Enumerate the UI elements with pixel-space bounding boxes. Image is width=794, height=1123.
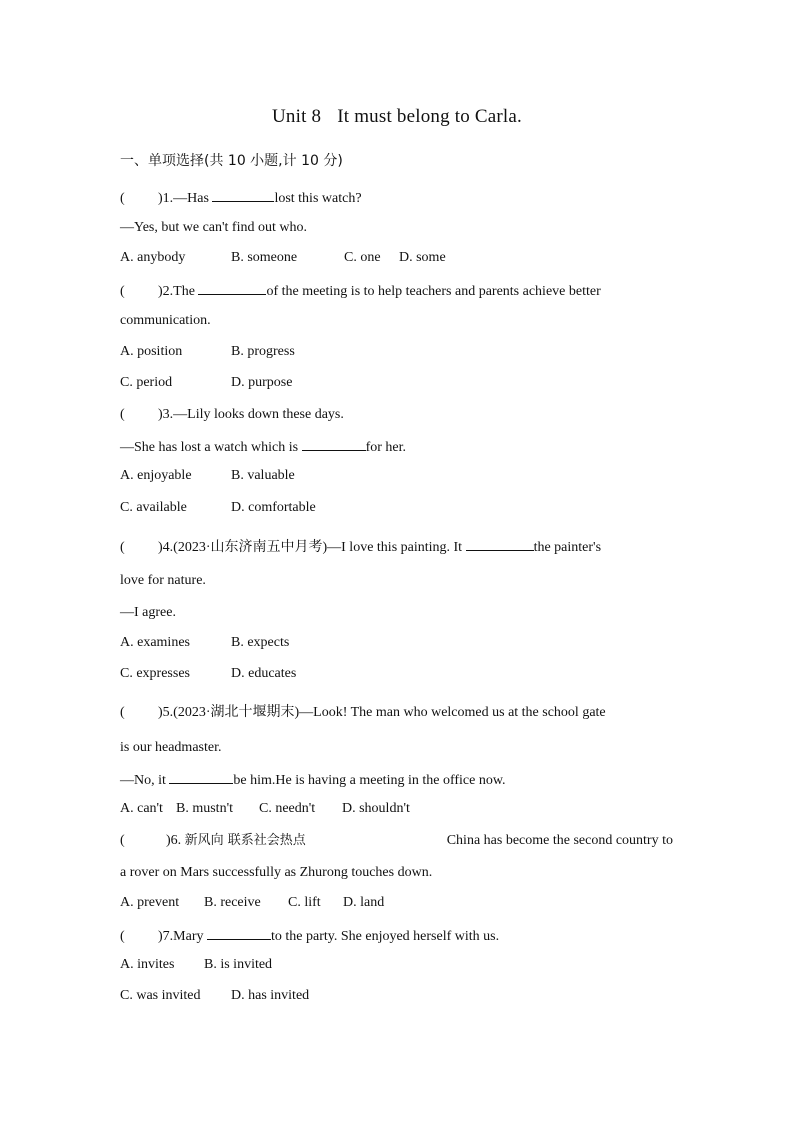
- question-6-continued: a rover on Mars successfully as Zhurong touches down.: [120, 865, 433, 880]
- section-heading: 一、单项选择(共 10 小题,计 10 分): [120, 153, 343, 169]
- answer-blank[interactable]: [466, 537, 534, 551]
- option-b: B. is invited: [204, 957, 273, 972]
- option-a: A. enjoyable: [120, 468, 192, 483]
- option-c: C. expresses: [120, 666, 190, 681]
- answer-bracket[interactable]: (: [120, 540, 125, 555]
- option-a: A. invites: [120, 957, 175, 972]
- option-c: C. period: [120, 375, 173, 390]
- option-b: B. someone: [231, 250, 298, 265]
- option-b: B. receive: [204, 895, 261, 910]
- option-d: D. educates: [231, 666, 297, 681]
- question-5: ( )5.(2023·湖北十堰期末)—Look! The man who welcomed us at the school gate: [120, 705, 606, 720]
- answer-bracket[interactable]: (: [120, 833, 125, 848]
- option-b: B. mustn't: [176, 801, 233, 816]
- answer-bracket[interactable]: (: [120, 191, 125, 206]
- answer-blank[interactable]: [212, 188, 274, 202]
- option-a: A. examines: [120, 635, 190, 650]
- answer-blank[interactable]: [207, 926, 271, 940]
- answer-bracket[interactable]: (: [120, 929, 125, 944]
- option-d: D. has invited: [231, 988, 310, 1003]
- option-c: C. was invited: [120, 988, 201, 1003]
- question-4-continued: love for nature.: [120, 573, 206, 588]
- option-b: B. progress: [231, 344, 295, 359]
- option-d: D. shouldn't: [342, 801, 410, 816]
- answer-blank[interactable]: [169, 770, 233, 784]
- answer-bracket[interactable]: (: [120, 284, 125, 299]
- answer-bracket[interactable]: (: [120, 705, 125, 720]
- page-title: [0, 106, 794, 128]
- question-2: ( )2.The of the meeting is to help teachers and parents achieve better: [120, 281, 673, 301]
- question-4: ( )4.(2023·山东济南五中月考)—I love this painting. It the painter's: [120, 537, 673, 557]
- option-a: A. prevent: [120, 895, 180, 910]
- answer-blank[interactable]: [198, 281, 266, 295]
- question-2-continued: communication.: [120, 313, 211, 328]
- option-d: D. purpose: [231, 375, 293, 390]
- option-b: B. expects: [231, 635, 290, 650]
- question-7: ( )7.Mary to the party. She enjoyed herself with us.: [120, 926, 673, 946]
- unit-title: It must belong to Carla.: [337, 106, 522, 127]
- option-d: D. land: [343, 895, 385, 910]
- option-a: A. can't: [120, 801, 163, 816]
- answer-blank[interactable]: [302, 437, 366, 451]
- answer-bracket[interactable]: (: [120, 407, 125, 422]
- option-d: D. comfortable: [231, 500, 316, 515]
- option-d: D. some: [399, 250, 446, 265]
- question-6: ( )6. 新风向 联系社会热点 China has become the second country to: [120, 833, 673, 848]
- option-b: B. valuable: [231, 468, 295, 483]
- question-4-reply: —I agree.: [120, 605, 176, 620]
- question-3: ( )3.—Lily looks down these days.: [120, 407, 344, 422]
- unit-label: Unit 8: [272, 106, 322, 127]
- question-1-reply: —Yes, but we can't find out who.: [120, 220, 307, 235]
- question-5-continued: is our headmaster.: [120, 740, 222, 755]
- question-1: ( )1.—Has lost this watch?: [120, 188, 673, 208]
- option-c: C. lift: [288, 895, 321, 910]
- option-c: C. available: [120, 500, 187, 515]
- topic-tag: 新风向 联系社会热点: [184, 833, 306, 848]
- option-c: C. needn't: [259, 801, 316, 816]
- question-5-reply: —No, it be him.He is having a meeting in the office now.: [120, 770, 673, 790]
- option-a: A. position: [120, 344, 183, 359]
- option-a: A. anybody: [120, 250, 186, 265]
- question-3-reply: —She has lost a watch which is for her.: [120, 437, 673, 457]
- option-c: C. one: [344, 250, 381, 265]
